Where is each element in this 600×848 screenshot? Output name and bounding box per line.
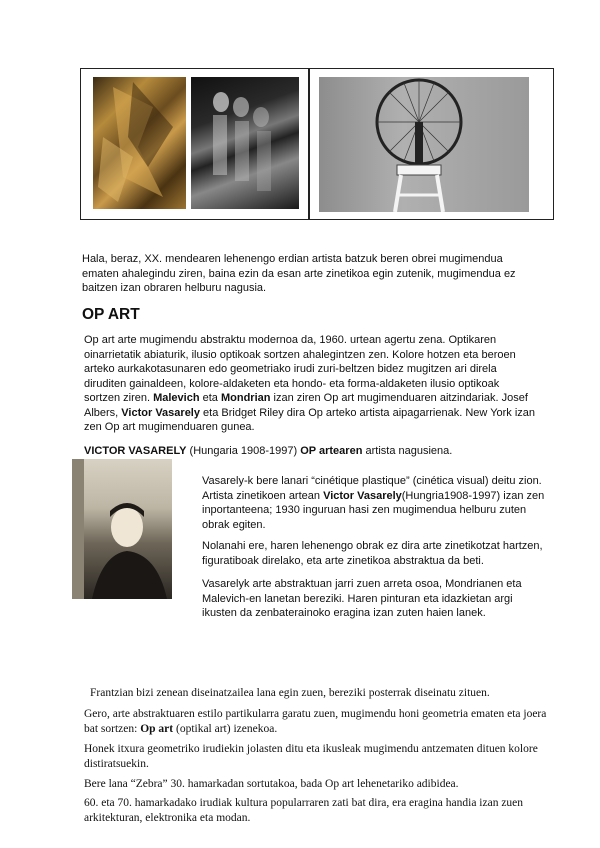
op-art-heading: OP ART <box>82 306 140 323</box>
vasarely-portrait-image <box>72 459 172 599</box>
vasarely-line: VICTOR VASARELY (Hungaria 1908-1997) OP artearen artista nagusiena. <box>84 445 453 457</box>
duchamp-painting-image <box>93 77 186 209</box>
bottom-paragraph-4: Bere lana “Zebra” 30. hamarkadan sortutakoa, bada Op art lehenetariko adibidea. <box>84 778 459 790</box>
bicycle-wheel-image <box>319 77 529 212</box>
motion-photograph-image <box>191 77 299 209</box>
op-art-paragraph: Op art arte mugimendu abstraktu modernoa da, 1960. urtean agertu zena. Optikaren oinarrietatik abiaturik, ilusio optikoak sortzen ahalegintzen zen. Kolore hotzen eta beroen arteko aurkakotasunaren edo geometriako irudi zuri-beltzen bidez mugitzen ari direla diruditen gainaldeen, kolore-aldaketen eta hondo- eta forma-aldaketen ilusio optikoak sortzen ziren. Malevich eta Mondrian izan ziren Op art mugimenduaren aitzindariak. Josef Albers, Victor Vasarely eta Bridget Riley dira Op arteko artista aipagarrienak. New York izan zen Op art mugimenduaren gunea. <box>84 334 536 433</box>
intro-paragraph: Hala, beraz, XX. mendearen lehenengo erdian artista batzuk beren obrei mugimendua ematen ahalegindu ziren, baina ezin da esan arte zinetikoa egin zutenik, mugimendua ez baitzen izan obraren helburu nagusia. <box>82 253 516 294</box>
bottom-paragraph-1: Frantzian bizi zenean diseinatzailea lana egin zuen, bereziki posterrak diseinatu zituen. <box>90 687 490 699</box>
bottom-paragraph-5: 60. eta 70. hamarkadako irudiak kultura popularraren zati bat dira, era eragina handia izan zuen arkitekturan, elektronika eta modan. <box>84 797 524 824</box>
side-paragraph-3: Vasarelyk arte abstraktuan jarri zuen arreta osoa, Mondrianen eta Malevich-en lanetan bereziki. Haren pinturan eta idazkietan argi ikusten da zenbaterainoko eragina izan zuten haien lanek. <box>202 578 522 619</box>
side-paragraph-1: Vasarely-k bere lanari “cinétique plastique” (cinética visual) deitu zion. Artista zinetikoen artean Victor Vasarely(Hungria1908-1997) izan zen inportanteena; 1930 inguruan hasi zen mugimendua helburu zuten obrak egiten. <box>202 475 545 531</box>
bottom-paragraph-2: Gero, arte abstraktuaren estilo partikularra garatu zuen, mugimendu honi geometria ematen eta joera bat sortzen: Op art (optikal art) izenekoa. <box>84 708 547 735</box>
side-paragraph-2: Nolanahi ere, haren lehenengo obrak ez dira arte zinetikotzat hartzen, figuratiboak direlako, eta arte zinetikoa abstraktua da beti. <box>202 540 543 567</box>
bottom-paragraph-3: Honek itxura geometriko irudiekin jolasten ditu eta ikusleak mugimendu antzematen dituen kolore distiratsuekin. <box>84 743 538 770</box>
image-divider <box>308 69 310 219</box>
image-frame <box>80 68 554 220</box>
